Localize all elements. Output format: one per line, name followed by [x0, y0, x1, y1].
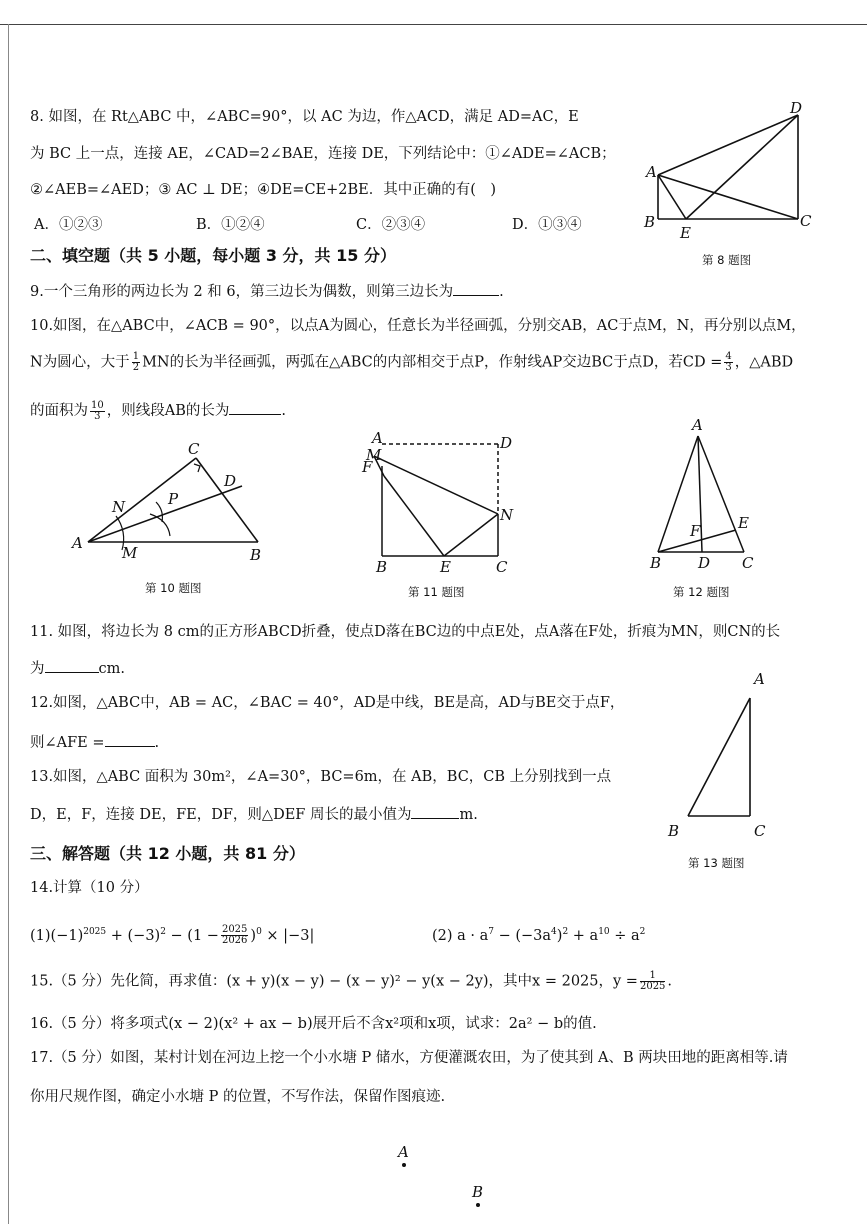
- q13-figure: [660, 670, 780, 850]
- q10-label-d: D: [224, 472, 237, 490]
- q9-text: [30, 281, 504, 302]
- q14-p1-e: × |−3|: [261, 927, 315, 944]
- q15-text: [30, 971, 672, 992]
- q10-label-m: M: [122, 544, 138, 562]
- q11-line1: 11. 如图，将边长为 8 cm的正方形ABCD折叠，使点D落在BC边的中点E处，点A落在F处，折痕为MN，则CN的长: [30, 624, 781, 640]
- frac-den: 3: [94, 410, 101, 422]
- left-border: [8, 24, 9, 1224]
- q10-line2-part3: ，△ABD: [734, 354, 794, 371]
- q12-caption: 第 12 题图: [673, 585, 730, 599]
- q14-p2-d: + a: [568, 927, 599, 944]
- q14-p2-exp2: 4: [551, 927, 557, 937]
- q13-line2-part1: D，E，F，连接 DE，FE，DF，则△DEF 周长的最小值为: [30, 807, 412, 823]
- q14-p1-exp3: 0: [256, 927, 262, 937]
- q10-label-c: C: [188, 440, 200, 458]
- section3-title: 三、解答题（共 12 小题，共 81 分）: [30, 844, 305, 863]
- q17-figure: [380, 1135, 520, 1220]
- q10-fraction-cd: [724, 352, 732, 373]
- q13-label-a: A: [754, 670, 765, 688]
- q17-label-a: A: [398, 1143, 409, 1161]
- q15-fraction-y: [640, 971, 665, 992]
- q10-label-a: A: [72, 534, 83, 552]
- q14-part1: [30, 922, 314, 946]
- q13-caption: 第 13 题图: [688, 856, 745, 870]
- q11-line2-unit: cm.: [98, 661, 125, 677]
- q14-p1-d: ): [250, 927, 257, 944]
- q14-p2-exp3: 2: [562, 927, 569, 937]
- q17-point-b: [476, 1203, 480, 1207]
- q12-label-e: E: [738, 514, 749, 532]
- q14-p2-c: ): [556, 927, 563, 944]
- q10-label-b: B: [250, 546, 262, 564]
- q10-answer-blank[interactable]: [229, 400, 281, 415]
- q8-option-d: D．①③④: [512, 217, 582, 233]
- q14-p1-c: − (1 −: [165, 927, 219, 944]
- q10-line2-part2: MN的长为半径画弧，两弧在△ABC的内部相交于点P，作射线AP交边BC于点D，若CD =: [142, 354, 723, 371]
- q11-answer-blank[interactable]: [45, 658, 99, 673]
- q13-answer-blank[interactable]: [411, 804, 459, 819]
- q12-label-d: D: [698, 554, 711, 572]
- q12-figure: [640, 410, 780, 580]
- q10-line3-end: .: [281, 403, 286, 419]
- q8-label-a: A: [646, 163, 657, 181]
- q14-part2: [432, 922, 645, 946]
- q17-line1: 17.（5 分）如图，某村计划在河边上挖一个小水塘 P 储水，方便灌溉农田，为了使其到 A、B 两块田地的距离相等.请: [30, 1050, 788, 1066]
- q14-p2-exp4: 10: [598, 927, 610, 937]
- q12-line2-part1: 则∠AFE =: [30, 735, 105, 751]
- q10-caption: 第 10 题图: [145, 581, 202, 595]
- q11-line2-part1: 为: [30, 661, 45, 677]
- q10-fraction-half: [132, 352, 140, 373]
- q11-label-b: B: [376, 558, 388, 576]
- frac-den: 3: [725, 362, 732, 373]
- frac-den: 2: [132, 362, 140, 373]
- q8-option-a: A．①②③: [34, 217, 103, 233]
- q12-label-a: A: [692, 416, 703, 434]
- q12-line2-end: .: [154, 735, 160, 751]
- q10-line3-part2: ，则线段AB的长为: [106, 403, 230, 419]
- q10-line1: 10.如图，在△ABC中，∠ACB = 90°，以点A为圆心，任意长为半径画弧，分别交AB，AC于点M，N，再分别以点M，: [30, 318, 806, 334]
- q14-p2-exp1: 7: [488, 927, 494, 937]
- q13-line2-unit: m.: [459, 807, 478, 823]
- q8-label-d: D: [790, 99, 803, 117]
- q14-p1-fraction: [221, 925, 248, 946]
- frac-num: 10: [91, 399, 104, 411]
- q9-question: 9.一个三角形的两边长为 2 和 6，第三边长为偶数，则第三边长为: [30, 284, 454, 300]
- q10-fraction-area: [90, 401, 105, 422]
- q9-answer-blank[interactable]: [453, 281, 499, 296]
- q11-figure: [360, 430, 530, 580]
- q13-line2: [30, 804, 478, 825]
- section2-title: 二、填空题（共 5 小题，每小题 3 分，共 15 分）: [30, 246, 396, 265]
- q13-line1: 13.如图，△ABC 面积为 30m²，∠A=30°，BC=6m，在 AB，BC，CB 上分别找到一点: [30, 769, 612, 785]
- q14-p2-b: − (−3a: [494, 927, 552, 944]
- top-border: [0, 24, 867, 25]
- frac-num: 1: [640, 971, 665, 982]
- q8-line3: ②∠AEB=∠AED；③ AC ⊥ DE；④DE=CE+2BE．其中正确的有( ): [30, 182, 497, 198]
- q13-label-b: B: [668, 822, 680, 840]
- q11-label-m: M: [366, 446, 382, 464]
- q12-answer-blank[interactable]: [105, 732, 155, 747]
- q14-p1-exp2: 2: [160, 927, 166, 937]
- q16-text: 16.（5 分）将多项式(x − 2)(x² + ax − b)展开后不含x²项和x项，试求：2a² − b的值.: [30, 1016, 597, 1032]
- q11-caption: 第 11 题图: [408, 585, 465, 599]
- q8-option-b: B．①②④: [196, 217, 265, 233]
- q14-p1-exp1: 2025: [83, 927, 107, 937]
- q8-label-b: B: [644, 213, 656, 231]
- q8-line2: 为 BC 上一点，连接 AE，∠CAD=2∠BAE，连接 DE，下列结论中：①∠ADE=∠ACB；: [30, 146, 616, 162]
- q10-figure: [70, 440, 280, 570]
- q17-line2: 你用尺规作图，确定小水塘 P 的位置，不写作法，保留作图痕迹.: [30, 1089, 446, 1105]
- q10-line2: [30, 352, 793, 373]
- q11-line2: [30, 658, 125, 679]
- q10-line3-part1: 的面积为: [30, 403, 88, 419]
- q8-label-c: C: [800, 212, 812, 230]
- q17-point-a: [402, 1163, 406, 1167]
- q13-label-c: C: [754, 822, 766, 840]
- q11-label-c: C: [496, 558, 508, 576]
- frac-den: 2025: [639, 981, 666, 992]
- frac-den: 2026: [221, 935, 248, 947]
- q14-title: 14.计算（10 分）: [30, 880, 149, 896]
- q12-line1: 12.如图，△ABC中，AB = AC，∠BAC = 40°，AD是中线，BE是高，AD与BE交于点F，: [30, 695, 625, 711]
- q14-p1-b: + (−3): [106, 927, 161, 944]
- q14-p2-e: ÷ a: [609, 927, 640, 944]
- q8-caption: 第 8 题图: [702, 253, 752, 267]
- q10-label-p: P: [168, 490, 179, 508]
- q12-label-f: F: [690, 522, 701, 540]
- q15-text-main: 15.（5 分）先化简，再求值：(x + y)(x − y) − (x − y)² − y(x − 2y)，其中x = 2025，y =: [30, 973, 638, 990]
- q14-p2-exp5: 2: [639, 927, 646, 937]
- q14-p2-a: (2) a · a: [432, 927, 489, 944]
- q17-label-b: B: [472, 1183, 484, 1201]
- q9-end: .: [499, 284, 504, 300]
- q8-figure: [630, 95, 830, 245]
- frac-num: 1: [132, 351, 140, 362]
- q10-label-n: N: [112, 498, 126, 516]
- frac-num: 4: [725, 351, 732, 362]
- q11-label-e: E: [440, 558, 451, 576]
- q12-line2: [30, 732, 159, 753]
- q8-line1: 8. 如图，在 Rt△ABC 中，∠ABC=90°，以 AC 为边，作△ACD，满足 AD=AC，E: [30, 109, 579, 125]
- q15-text-end: .: [667, 973, 673, 990]
- q11-label-f: F: [362, 458, 373, 476]
- q8-option-c: C．②③④: [356, 217, 426, 233]
- q10-line2-part1: N为圆心，大于: [30, 354, 130, 371]
- q11-label-d: D: [500, 434, 513, 452]
- q11-label-a: A: [372, 429, 383, 447]
- q14-p1-a: (1)(−1): [30, 927, 84, 944]
- q11-label-n: N: [500, 506, 514, 524]
- q12-label-b: B: [650, 554, 662, 572]
- q10-line3: [30, 400, 286, 422]
- q12-label-c: C: [742, 554, 754, 572]
- frac-num: 2025: [221, 924, 248, 936]
- q8-label-e: E: [680, 224, 691, 242]
